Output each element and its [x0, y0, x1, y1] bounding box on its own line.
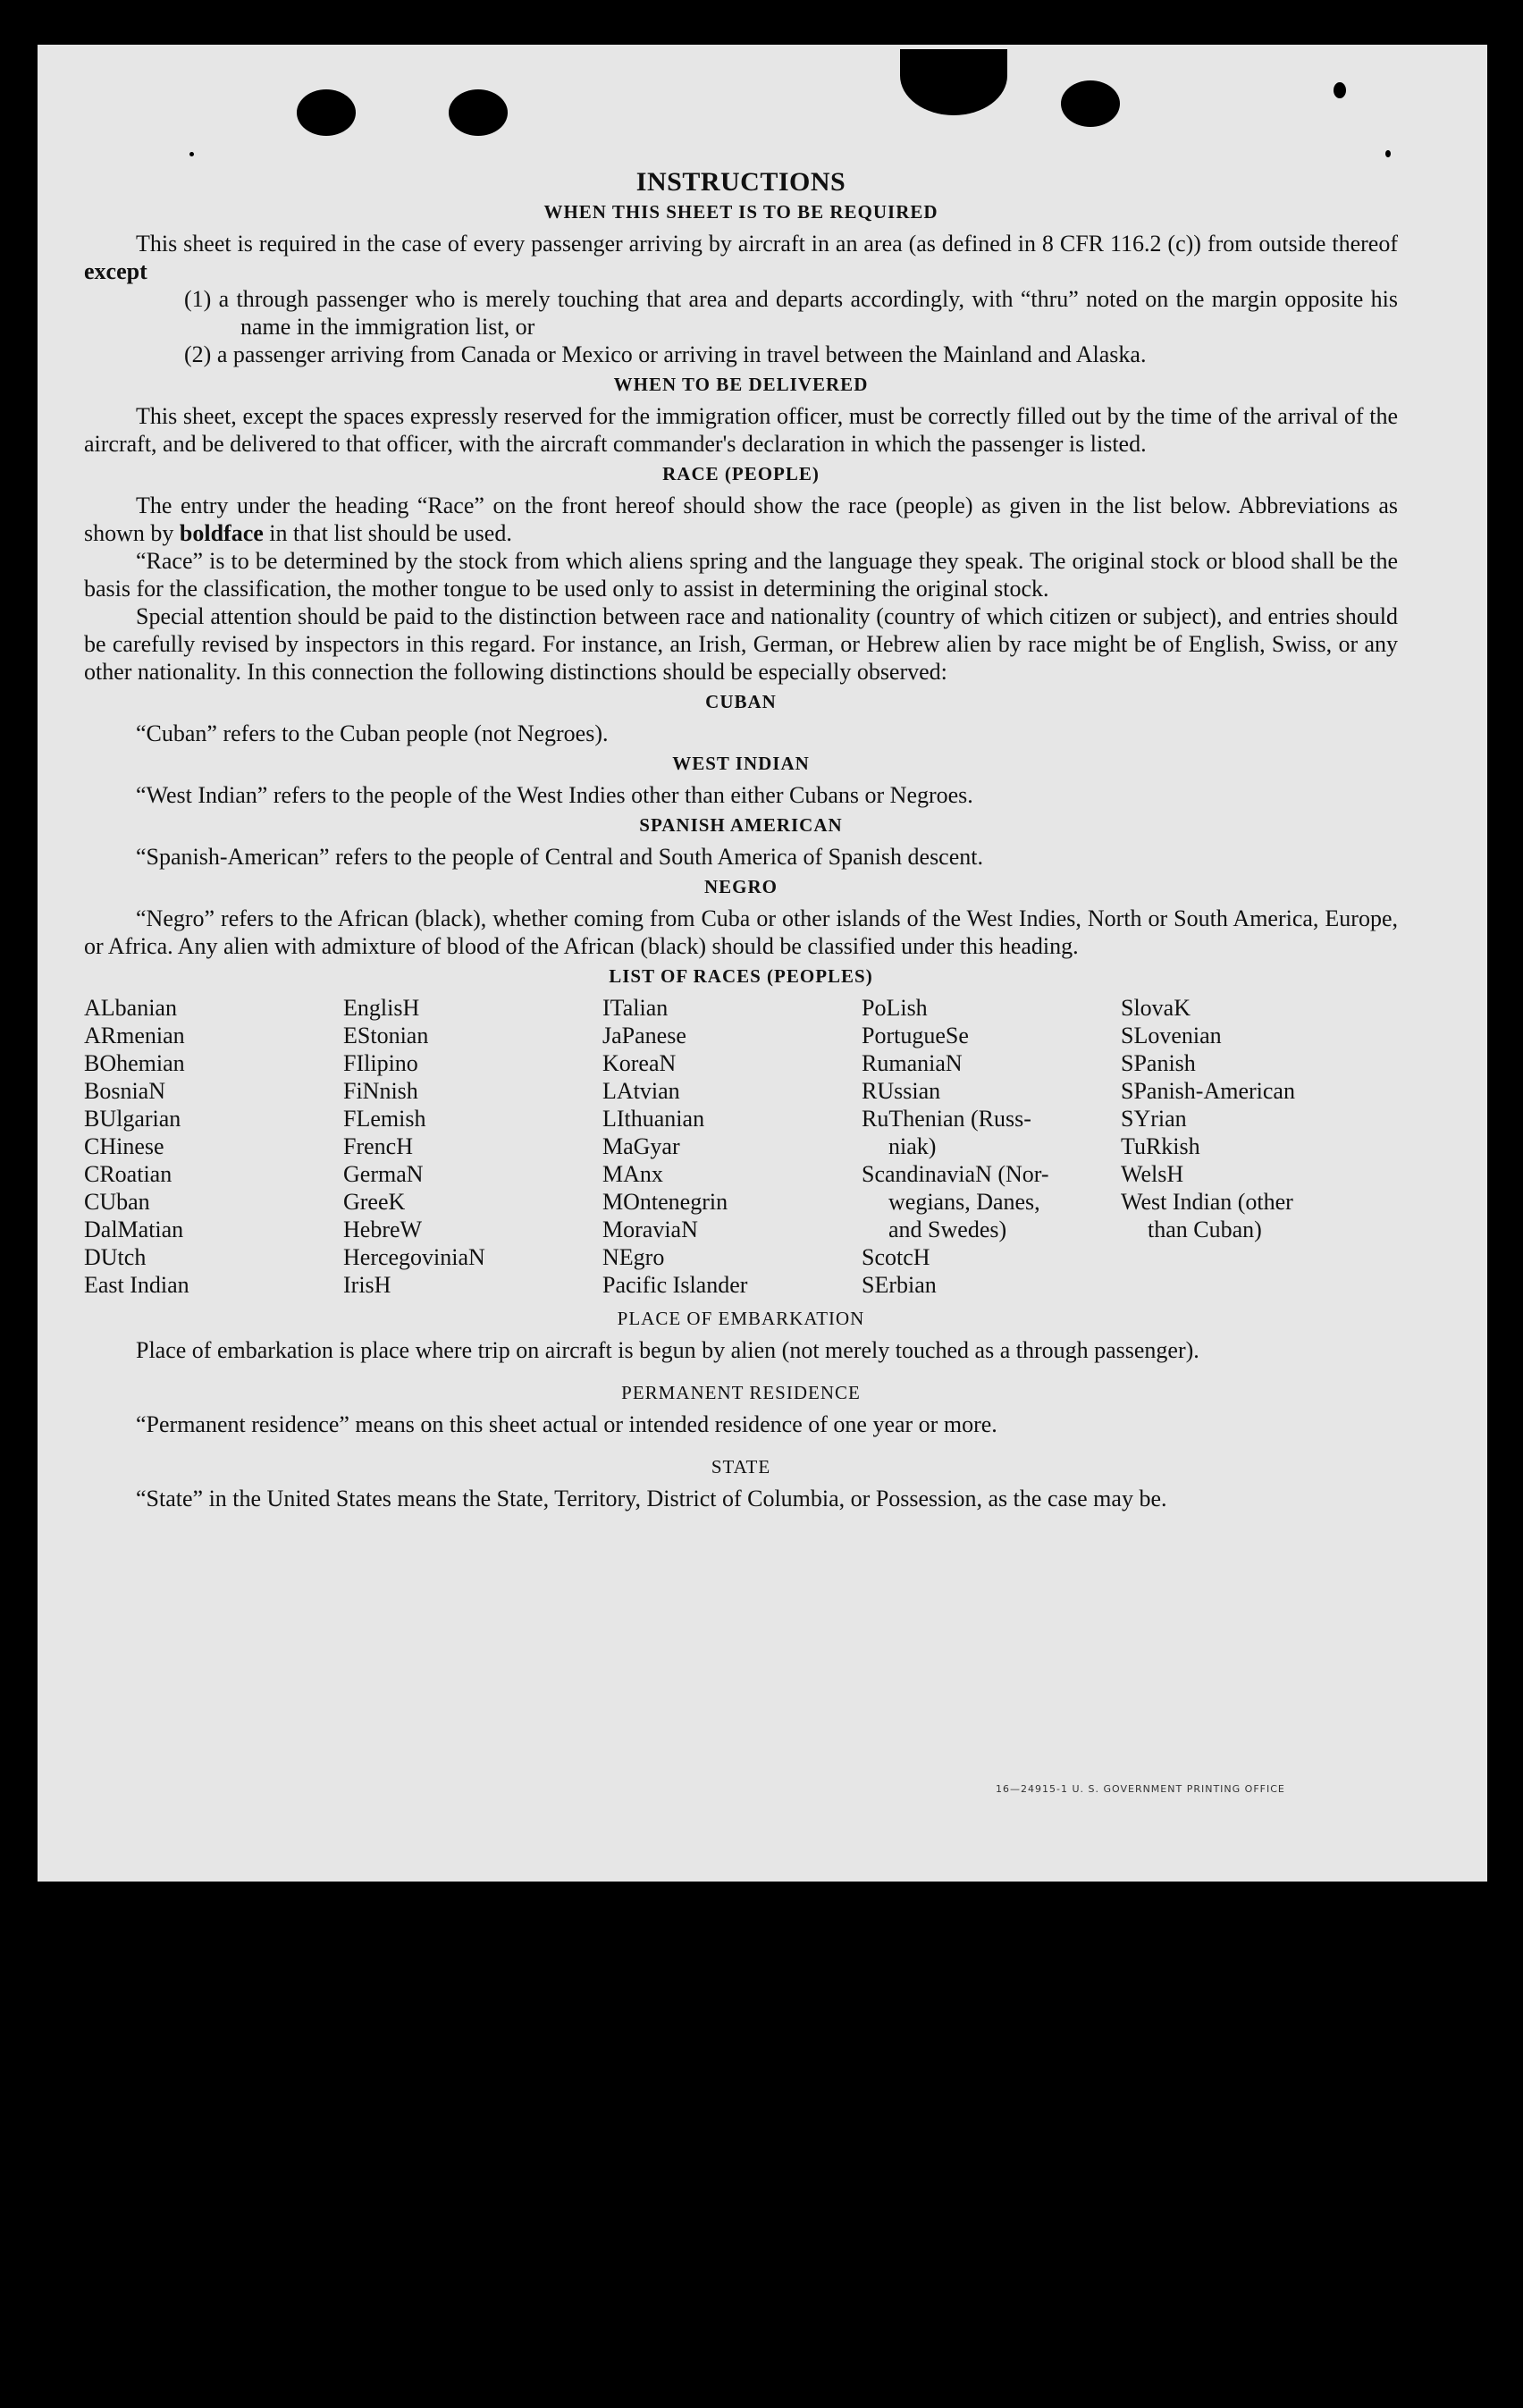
race-entry: GreeK — [343, 1189, 406, 1215]
race-entry: RUssian — [862, 1078, 941, 1104]
punch-hole-left — [297, 89, 356, 136]
race-entry: MaGyar — [602, 1133, 680, 1159]
delivered-paragraph: This sheet, except the spaces expressly reserved for the immigration officer, must be correctly filled out by the time of the arrival of the aircraft, and be delivered to that officer, with the aircraft commander's declaration in which the passenger is listed. — [84, 403, 1398, 457]
race-entry: SErbian — [862, 1272, 937, 1298]
race-entry: BosniaN — [84, 1078, 165, 1104]
race-entry: RumaniaN — [862, 1050, 963, 1076]
boldface-word: boldface — [179, 520, 264, 546]
race-entry: FIlipino — [343, 1050, 418, 1076]
section-heading-delivered: WHEN TO BE DELIVERED — [613, 374, 869, 395]
state-paragraph: “State” in the United States means the State, Territory, District of Columbia, or Possession, as the case may be. — [136, 1486, 1167, 1511]
race-entry: JaPanese — [602, 1023, 686, 1048]
race-entry: ARmenian — [84, 1023, 185, 1048]
race-entry-continued: niak) — [888, 1133, 937, 1159]
section-heading-cuban: CUBAN — [705, 691, 777, 712]
speck — [1385, 150, 1391, 157]
torn-edge — [900, 49, 1007, 115]
race-text-c: in that list should be used. — [263, 520, 512, 546]
race-list — [84, 994, 1398, 1299]
instructions-body — [84, 168, 1398, 1512]
race-entry: DUtch — [84, 1244, 147, 1270]
west-indian-paragraph: “West Indian” refers to the people of the West Indies other than either Cubans or Negroes. — [136, 782, 973, 808]
negro-paragraph: “Negro” refers to the African (black), whether coming from Cuba or other islands of the West Indies, North or South America, Europe, or Africa. Any alien with admixture of blood of the African (black) should be classified under this heading. — [84, 905, 1398, 959]
section-heading-negro: NEGRO — [703, 876, 778, 897]
race-entry: EnglisH — [343, 995, 420, 1021]
required-item-2: (2) a passenger arriving from Canada or Mexico or arriving in travel between the Mainland and Alaska. — [184, 341, 1147, 367]
required-paragraph — [84, 230, 1398, 285]
race-entry: FiNnish — [343, 1078, 418, 1104]
race-entry: MAnx — [602, 1161, 663, 1187]
race-entry: SlovaK — [1121, 995, 1191, 1021]
punch-hole-middle — [449, 89, 508, 136]
race-entry: GermaN — [343, 1161, 424, 1187]
race-entry-continued: than Cuban) — [1148, 1217, 1262, 1242]
race-entry: PoLish — [862, 995, 928, 1021]
race-entry: WelsH — [1121, 1161, 1184, 1187]
section-heading-required: WHEN THIS SHEET IS TO BE REQUIRED — [543, 201, 938, 223]
speck — [1334, 82, 1346, 98]
race-entry: RuThenian (Russ- — [862, 1106, 1031, 1132]
printer-imprint: 16—24915-1 U. S. GOVERNMENT PRINTING OFFICE — [996, 1783, 1285, 1795]
race-entry: KoreaN — [602, 1050, 677, 1076]
document-sheet — [38, 45, 1487, 1882]
section-heading-west-indian: WEST INDIAN — [672, 753, 810, 774]
race-entry: EStonian — [343, 1023, 429, 1048]
required-text: This sheet is required in the case of every passenger arriving by aircraft in an area (as defined in 8 CFR 116.2 (c)) from outside thereof — [136, 231, 1398, 257]
section-heading-permanent-residence: PERMANENT RESIDENCE — [621, 1382, 861, 1403]
race-entry: SPanish — [1121, 1050, 1196, 1076]
race-entry: ITalian — [602, 995, 669, 1021]
race-entry: BOhemian — [84, 1050, 185, 1076]
section-heading-list-of-races: LIST OF RACES (PEOPLES) — [609, 965, 873, 987]
except-bold: except — [84, 258, 147, 284]
race-entry: LAtvian — [602, 1078, 680, 1104]
race-column-5 — [1121, 994, 1389, 1299]
race-entry: SYrian — [1121, 1106, 1187, 1132]
spacer — [84, 1364, 1398, 1377]
race-entry: DalMatian — [84, 1217, 184, 1242]
race-entry: SLovenian — [1121, 1023, 1222, 1048]
section-heading-state: STATE — [711, 1456, 771, 1478]
race-text-a: The entry under the heading “Race” on the front hereof should show the race (people) as given in the list below. Abbreviations as shown by — [84, 493, 1398, 546]
race-entry: Pacific Islander — [602, 1272, 748, 1298]
race-entry: FLemish — [343, 1106, 426, 1132]
race-paragraph-1 — [84, 492, 1398, 547]
race-entry: MoraviaN — [602, 1217, 698, 1242]
race-paragraph-3: Special attention should be paid to the distinction between race and nationality (country of which citizen or subject), and entries should be carefully revised by inspectors in this regard. For instance, an Irish, German, or Hebrew alien by race might be of English, Swiss, or any other nationality. In this connection the following distinctions should be especially observed: — [84, 603, 1398, 685]
race-entry: FrencH — [343, 1133, 413, 1159]
race-entry: ScotcH — [862, 1244, 930, 1270]
race-entry: MOntenegrin — [602, 1189, 728, 1215]
race-entry: HebreW — [343, 1217, 423, 1242]
race-column-4 — [862, 994, 1121, 1299]
race-entry: ScandinaviaN (Nor- — [862, 1161, 1049, 1187]
permanent-residence-paragraph: “Permanent residence” means on this sheet actual or intended residence of one year or more. — [136, 1411, 997, 1437]
required-item-1: (1) a through passenger who is merely touching that area and departs accordingly, with “thru” noted on the margin opposite his name in the immigration list, or — [184, 286, 1398, 340]
race-entry: TuRkish — [1121, 1133, 1200, 1159]
speck — [189, 152, 194, 156]
race-entry: ALbanian — [84, 995, 177, 1021]
cuban-paragraph: “Cuban” refers to the Cuban people (not Negroes). — [136, 720, 609, 746]
section-heading-spanish-american: SPANISH AMERICAN — [639, 814, 843, 836]
spacer — [84, 1438, 1398, 1451]
race-entry: HercegoviniaN — [343, 1244, 485, 1270]
race-entry: NEgro — [602, 1244, 665, 1270]
spanish-american-paragraph: “Spanish-American” refers to the people of Central and South America of Spanish descent. — [136, 844, 983, 870]
race-entry: PortugueSe — [862, 1023, 969, 1048]
race-column-1 — [84, 994, 343, 1299]
race-paragraph-2: “Race” is to be determined by the stock from which aliens spring and the language they speak. The original stock or blood shall be the basis for the classification, the mother tongue to be used only to assist in determining the original stock. — [84, 548, 1398, 602]
page-title: INSTRUCTIONS — [635, 167, 846, 197]
race-entry-continued: wegians, Danes, — [888, 1189, 1040, 1215]
race-entry: CHinese — [84, 1133, 164, 1159]
race-entry: SPanish-American — [1121, 1078, 1295, 1104]
race-column-2 — [343, 994, 602, 1299]
embarkation-paragraph: Place of embarkation is place where trip on aircraft is begun by alien (not merely touched as a through passenger). — [136, 1337, 1199, 1363]
race-entry: CUban — [84, 1189, 150, 1215]
section-heading-race: RACE (PEOPLE) — [662, 463, 820, 484]
race-entry: East Indian — [84, 1272, 189, 1298]
race-entry: LIthuanian — [602, 1106, 705, 1132]
race-entry-continued: and Swedes) — [888, 1217, 1007, 1242]
race-entry: IrisH — [343, 1272, 391, 1298]
race-entry: BUlgarian — [84, 1106, 181, 1132]
punch-hole-right — [1061, 80, 1120, 127]
race-entry: West Indian (other — [1121, 1189, 1293, 1215]
race-column-3 — [602, 994, 862, 1299]
section-heading-embarkation: PLACE OF EMBARKATION — [617, 1308, 865, 1329]
race-entry: CRoatian — [84, 1161, 172, 1187]
